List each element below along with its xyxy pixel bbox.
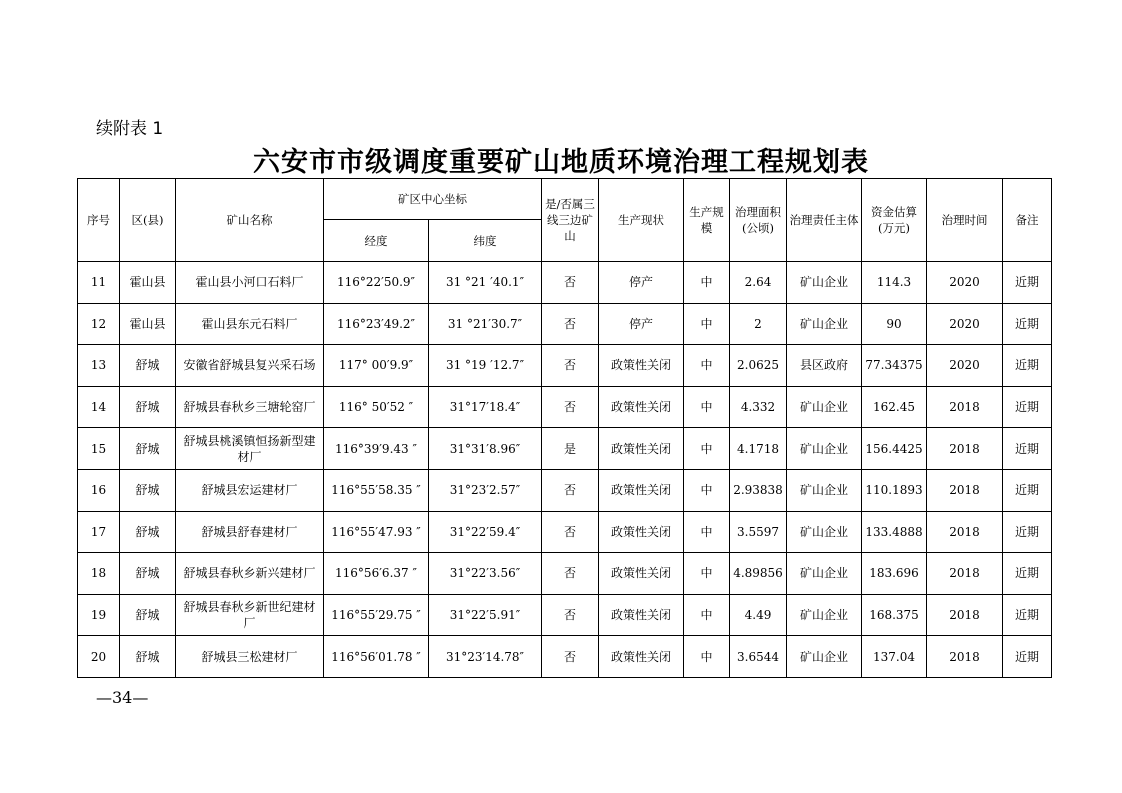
cell-seq: 16: [78, 469, 120, 511]
header-center-coord: 矿区中心坐标: [324, 179, 542, 220]
cell-scale: 中: [684, 553, 730, 595]
cell-time: 2018: [927, 553, 1003, 595]
cell-time: 2020: [927, 303, 1003, 345]
cell-three-sides: 否: [542, 303, 599, 345]
header-latitude: 纬度: [429, 220, 542, 262]
header-responsible: 治理责任主体: [787, 179, 862, 262]
cell-remark: 近期: [1003, 594, 1052, 636]
cell-mine-name: 霍山县小河口石料厂: [176, 262, 324, 304]
cell-longitude: 116°23′49.2″: [324, 303, 429, 345]
cell-seq: 14: [78, 386, 120, 428]
document-title: 六安市市级调度重要矿山地质环境治理工程规划表: [253, 147, 869, 178]
table-row: [78, 469, 1052, 511]
cell-responsible: 矿山企业: [787, 303, 862, 345]
cell-funds: 90: [862, 303, 927, 345]
cell-district: 舒城: [120, 511, 176, 553]
cell-status: 停产: [599, 303, 684, 345]
cell-latitude: 31°23′2.57″: [429, 469, 542, 511]
cell-area: 2.93838: [730, 469, 787, 511]
cell-remark: 近期: [1003, 386, 1052, 428]
header-remarks: 备注: [1003, 179, 1052, 262]
cell-remark: 近期: [1003, 428, 1052, 470]
cell-area: 4.1718: [730, 428, 787, 470]
table-row: [78, 303, 1052, 345]
cell-district: 舒城: [120, 469, 176, 511]
cell-mine-name: 霍山县东元石料厂: [176, 303, 324, 345]
cell-mine-name: 舒城县春秋乡三塘轮窑厂: [176, 386, 324, 428]
cell-status: 政策性关闭: [599, 469, 684, 511]
mine-plan-table: [77, 178, 1052, 678]
cell-responsible: 矿山企业: [787, 594, 862, 636]
cell-scale: 中: [684, 469, 730, 511]
cell-scale: 中: [684, 386, 730, 428]
cell-three-sides: 否: [542, 553, 599, 595]
cell-responsible: 矿山企业: [787, 469, 862, 511]
cell-latitude: 31 °19 ′12.7″: [429, 345, 542, 387]
table-row: [78, 511, 1052, 553]
cell-responsible: 县区政府: [787, 345, 862, 387]
header-funds: 资金估算(万元): [862, 179, 927, 262]
cell-three-sides: 是: [542, 428, 599, 470]
cell-funds: 168.375: [862, 594, 927, 636]
cell-remark: 近期: [1003, 303, 1052, 345]
cell-time: 2020: [927, 262, 1003, 304]
cell-status: 政策性关闭: [599, 553, 684, 595]
cell-responsible: 矿山企业: [787, 636, 862, 678]
cell-seq: 17: [78, 511, 120, 553]
cell-area: 3.5597: [730, 511, 787, 553]
cell-scale: 中: [684, 262, 730, 304]
cell-remark: 近期: [1003, 511, 1052, 553]
cell-responsible: 矿山企业: [787, 553, 862, 595]
header-area: 治理面积(公顷): [730, 179, 787, 262]
cell-longitude: 116°55′58.35 ″: [324, 469, 429, 511]
cell-latitude: 31°31′8.96″: [429, 428, 542, 470]
cell-scale: 中: [684, 636, 730, 678]
header-longitude: 经度: [324, 220, 429, 262]
cell-responsible: 矿山企业: [787, 428, 862, 470]
cell-three-sides: 否: [542, 469, 599, 511]
cell-district: 霍山县: [120, 262, 176, 304]
cell-funds: 110.1893: [862, 469, 927, 511]
cell-time: 2018: [927, 594, 1003, 636]
cell-status: 政策性关闭: [599, 636, 684, 678]
cell-latitude: 31 °21′30.7″: [429, 303, 542, 345]
cell-funds: 137.04: [862, 636, 927, 678]
cell-status: 政策性关闭: [599, 345, 684, 387]
cell-scale: 中: [684, 428, 730, 470]
header-scale: 生产规模: [684, 179, 730, 262]
cell-scale: 中: [684, 594, 730, 636]
cell-remark: 近期: [1003, 553, 1052, 595]
cell-area: 3.6544: [730, 636, 787, 678]
cell-latitude: 31°22′59.4″: [429, 511, 542, 553]
cell-responsible: 矿山企业: [787, 262, 862, 304]
cell-three-sides: 否: [542, 511, 599, 553]
cell-three-sides: 否: [542, 262, 599, 304]
cell-mine-name: 舒城县舒春建材厂: [176, 511, 324, 553]
header-seq: 序号: [78, 179, 120, 262]
cell-area: 2.0625: [730, 345, 787, 387]
cell-mine-name: 舒城县春秋乡新兴建材厂: [176, 553, 324, 595]
cell-area: 2: [730, 303, 787, 345]
cell-longitude: 116°55′47.93 ″: [324, 511, 429, 553]
cell-funds: 133.4888: [862, 511, 927, 553]
cell-responsible: 矿山企业: [787, 511, 862, 553]
cell-mine-name: 舒城县桃溪镇恒扬新型建材厂: [176, 428, 324, 470]
cell-latitude: 31°22′3.56″: [429, 553, 542, 595]
cell-status: 政策性关闭: [599, 386, 684, 428]
header-district: 区(县): [120, 179, 176, 262]
cell-funds: 114.3: [862, 262, 927, 304]
cell-longitude: 117° 00′9.9″: [324, 345, 429, 387]
cell-latitude: 31 °21 ′40.1″: [429, 262, 542, 304]
cell-seq: 11: [78, 262, 120, 304]
cell-longitude: 116°55′29.75 ″: [324, 594, 429, 636]
cell-remark: 近期: [1003, 469, 1052, 511]
cell-scale: 中: [684, 511, 730, 553]
cell-latitude: 31°22′5.91″: [429, 594, 542, 636]
cell-time: 2020: [927, 345, 1003, 387]
cell-time: 2018: [927, 469, 1003, 511]
cell-district: 舒城: [120, 345, 176, 387]
cell-time: 2018: [927, 511, 1003, 553]
cell-status: 停产: [599, 262, 684, 304]
cell-district: 霍山县: [120, 303, 176, 345]
appendix-subtitle: 续附表 1: [96, 119, 164, 139]
cell-scale: 中: [684, 303, 730, 345]
cell-three-sides: 否: [542, 386, 599, 428]
cell-district: 舒城: [120, 386, 176, 428]
cell-funds: 156.4425: [862, 428, 927, 470]
cell-district: 舒城: [120, 428, 176, 470]
cell-district: 舒城: [120, 636, 176, 678]
cell-funds: 162.45: [862, 386, 927, 428]
table-row: [78, 262, 1052, 304]
cell-district: 舒城: [120, 553, 176, 595]
cell-latitude: 31°17′18.4″: [429, 386, 542, 428]
cell-time: 2018: [927, 386, 1003, 428]
cell-three-sides: 否: [542, 345, 599, 387]
cell-longitude: 116°56′01.78 ″: [324, 636, 429, 678]
cell-three-sides: 否: [542, 636, 599, 678]
cell-latitude: 31°23′14.78″: [429, 636, 542, 678]
cell-responsible: 矿山企业: [787, 386, 862, 428]
cell-status: 政策性关闭: [599, 428, 684, 470]
cell-status: 政策性关闭: [599, 594, 684, 636]
cell-mine-name: 舒城县春秋乡新世纪建材厂: [176, 594, 324, 636]
cell-seq: 13: [78, 345, 120, 387]
cell-seq: 20: [78, 636, 120, 678]
cell-area: 4.89856: [730, 553, 787, 595]
cell-longitude: 116°56′6.37 ″: [324, 553, 429, 595]
cell-status: 政策性关闭: [599, 511, 684, 553]
cell-seq: 12: [78, 303, 120, 345]
table-row: [78, 345, 1052, 387]
cell-seq: 15: [78, 428, 120, 470]
header-mine-name: 矿山名称: [176, 179, 324, 262]
header-status: 生产现状: [599, 179, 684, 262]
table-row: [78, 428, 1052, 470]
cell-seq: 19: [78, 594, 120, 636]
table-row: [78, 386, 1052, 428]
cell-time: 2018: [927, 636, 1003, 678]
cell-seq: 18: [78, 553, 120, 595]
cell-longitude: 116° 50′52 ″: [324, 386, 429, 428]
cell-longitude: 116°39′9.43 ″: [324, 428, 429, 470]
cell-scale: 中: [684, 345, 730, 387]
cell-time: 2018: [927, 428, 1003, 470]
cell-remark: 近期: [1003, 345, 1052, 387]
cell-district: 舒城: [120, 594, 176, 636]
table-row: [78, 636, 1052, 678]
cell-mine-name: 安徽省舒城县复兴采石场: [176, 345, 324, 387]
cell-area: 4.332: [730, 386, 787, 428]
cell-funds: 183.696: [862, 553, 927, 595]
cell-remark: 近期: [1003, 636, 1052, 678]
header-time: 治理时间: [927, 179, 1003, 262]
cell-area: 4.49: [730, 594, 787, 636]
cell-mine-name: 舒城县宏运建材厂: [176, 469, 324, 511]
header-three-sides: 是/否属三线三边矿山: [542, 179, 599, 262]
cell-mine-name: 舒城县三松建材厂: [176, 636, 324, 678]
cell-funds: 77.34375: [862, 345, 927, 387]
table-row: [78, 553, 1052, 595]
cell-three-sides: 否: [542, 594, 599, 636]
page-number: —34—: [96, 688, 149, 707]
cell-area: 2.64: [730, 262, 787, 304]
cell-remark: 近期: [1003, 262, 1052, 304]
table-row: [78, 594, 1052, 636]
cell-longitude: 116°22′50.9″: [324, 262, 429, 304]
